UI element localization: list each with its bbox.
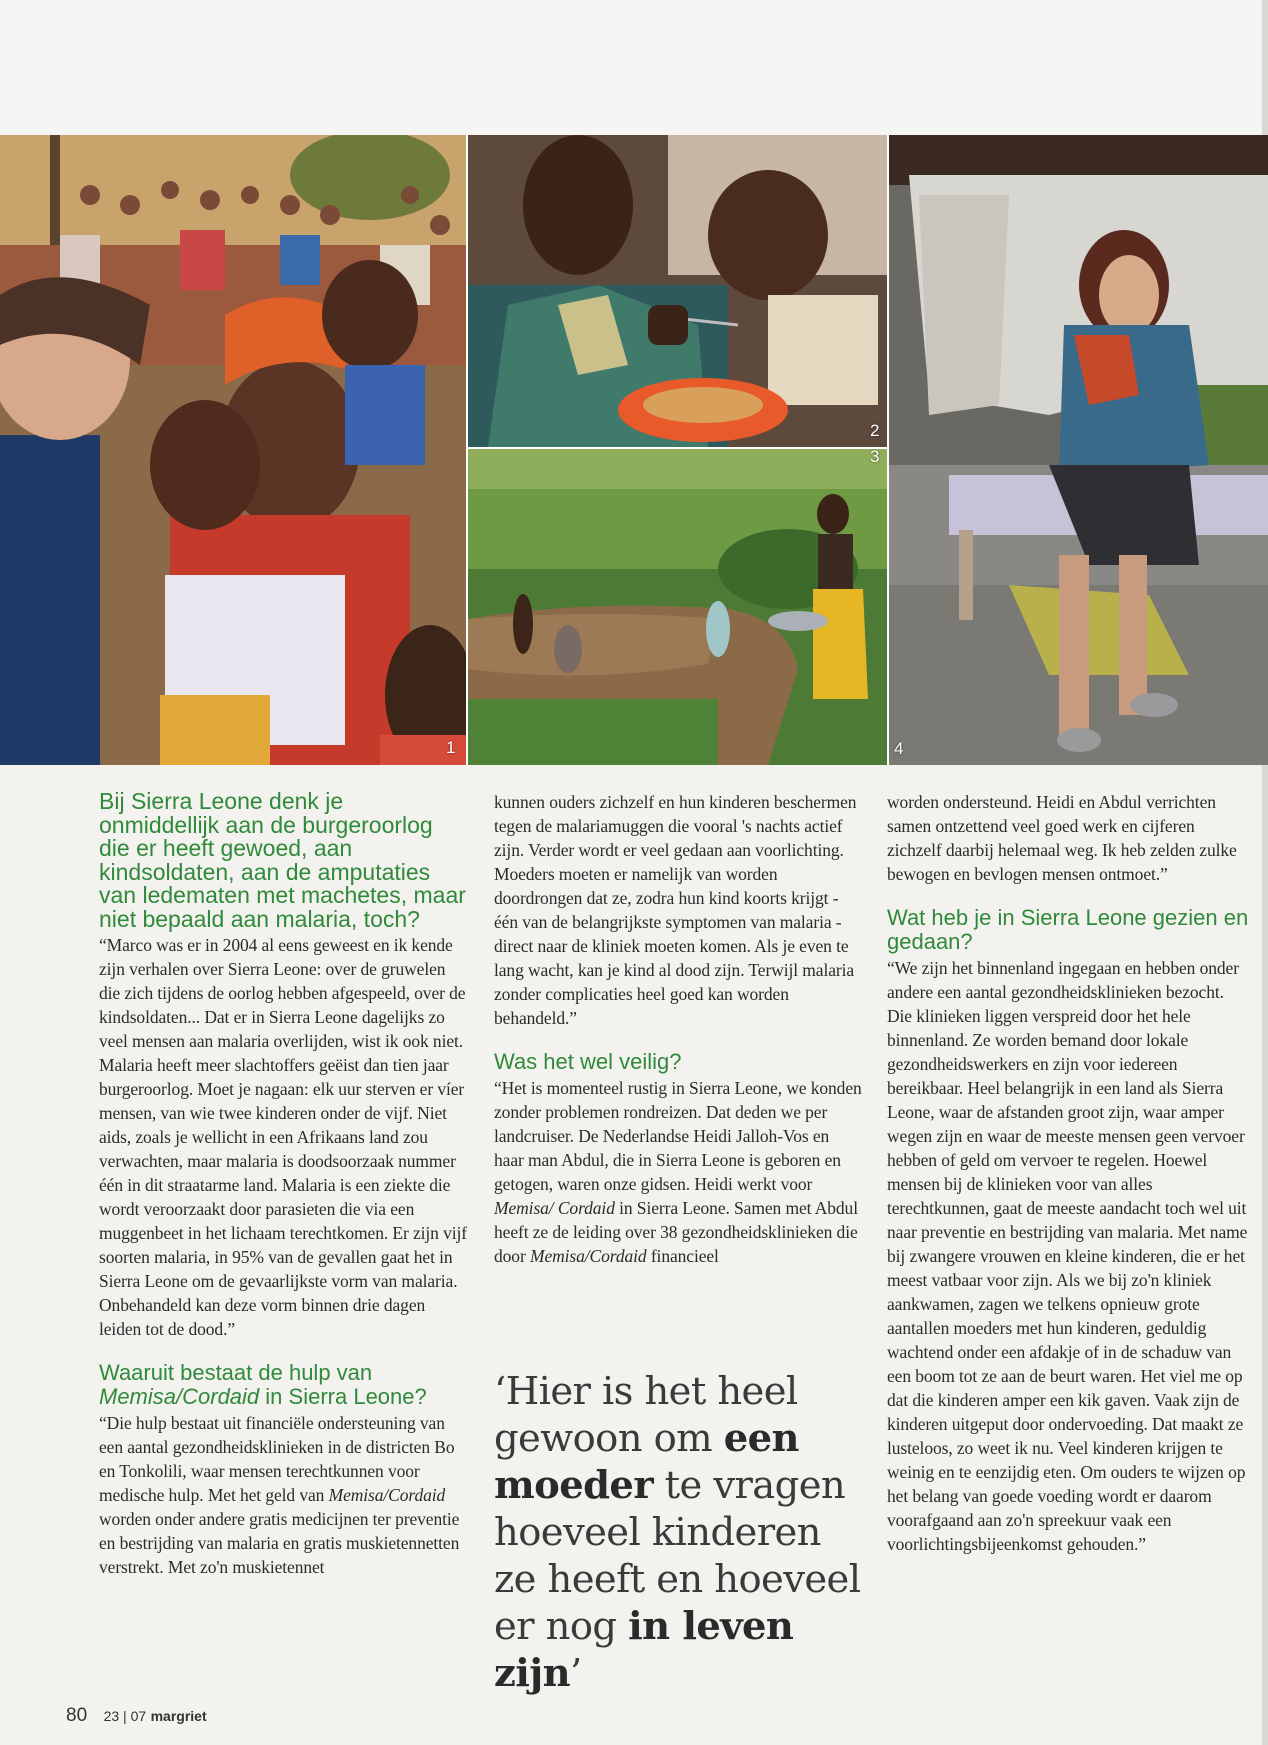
photo-number: 2 xyxy=(870,421,880,440)
photo-3-stream xyxy=(468,449,887,765)
text-run: worden onder andere gratis medicijnen ter preventie en bestrijding van malaria en gratis muskietennetten verstrekt. Met zo'n muskietennet xyxy=(99,1509,460,1577)
heading-part: in Sierra Leone? xyxy=(265,1384,427,1409)
help-paragraph xyxy=(99,1411,469,1579)
text-run-italic: Memisa/ Cordaid xyxy=(494,1198,615,1218)
heading-part: Waaruit bestaat de hulp van xyxy=(99,1360,373,1385)
text-run: in Sierra Leone. Samen met Abdul heeft ze de leiding over 38 gezondheidsklinieken die door xyxy=(494,1198,858,1266)
quote-bold: een moeder xyxy=(494,1416,799,1508)
safety-paragraph xyxy=(494,1076,862,1268)
article-column-3 xyxy=(887,790,1249,1556)
continued-paragraph: kunnen ouders zichzelf en hun kinderen beschermen tegen de malariamuggen die vooral 's nachts actief zijn. Verder wordt er veel gedaan aan voorlichting. Moeders moeten er namelijk van worden doordrongen dat ze, zodra hun kind koorts krijgt - één van de belangrijkste symptomen van malaria - direct naar de kliniek moeten komen. Als je even te lang wacht, kan je kind al dood zijn. Terwijl malaria zonder complicaties heel goed kan worden behandeld.” xyxy=(494,792,857,1028)
photo-4-woman-bed xyxy=(889,135,1268,765)
continued-paragraph: worden ondersteund. Heidi en Abdul verrichten samen ontzettend veel goed werk en cijferen zichzelf daarbij helemaal weg. Ik heb zelden zulke bewogen en bevlogen mensen ontmoet.” xyxy=(887,792,1237,884)
photo-number: 1 xyxy=(446,738,456,757)
photo-number: 3 xyxy=(870,449,880,466)
page-number: 80 xyxy=(66,1705,88,1726)
page-footer xyxy=(66,1705,207,1727)
quote-bold: in leven zijn xyxy=(494,1604,794,1696)
photo-number: 4 xyxy=(894,739,904,758)
section-heading-seen: Wat heb je in Sierra Leone gezien en gedaan? xyxy=(887,905,1249,954)
photo-2-feeding xyxy=(468,135,887,447)
intro-heading: Bij Sierra Leone denk je onmiddellijk aan de burgeroorlog die er heeft gewoed, aan kindsoldaten, aan de amputaties van ledematen met machetes, maar niet bepaald aan malaria, toch? xyxy=(99,788,466,932)
intro-paragraph: “Marco was er in 2004 al eens geweest en ik kende zijn verhalen over Sierra Leone: over de gruwelen die zich tijdens de oorlog hebben afgespeeld, over de kindsoldaten... Dat er in Sierra Leone dagelijks zo veel mensen aan malaria overlijden, wist ik ook niet. Malaria heeft meer slachtoffers geëist dan tien jaar burgeroorlog. Moet je nagaan: elk uur sterven er víer mensen, van wie twee kinderen onder de vijf. Niet aids, zoals je wellicht in een Afrikaans land zou verwachten, maar malaria is doodsoorzaak nummer één in dit straatarme land. Malaria is een ziekte die wordt veroorzaakt door parasieten die via een muggenbeet in het lichaam terechtkomen. Er zijn vijf soorten malaria, in 95% van de gevallen gaat het in Sierra Leone om de gevaarlijkste vorm van malaria. Onbehandeld kan deze vorm binnen drie dagen leiden tot de dood.” xyxy=(99,935,467,1339)
section-heading-help xyxy=(99,1361,469,1409)
issue-number: 23 | 07 xyxy=(103,1708,147,1724)
quote-text: ‘Hier is het heel gewoon om xyxy=(494,1369,798,1461)
photo-1-crowd xyxy=(0,135,466,765)
text-run: “Het is momenteel rustig in Sierra Leone, we konden zonder problemen rondreizen. Dat deden we per landcruiser. De Nederlandse Heidi Jalloh-Vos en haar man Abdul, die in Sierra Leone is geboren en getogen, waren onze gidsen. Heidi werkt voor xyxy=(494,1078,862,1194)
text-run-italic: Memisa/Cordaid xyxy=(328,1485,446,1505)
article-column-2 xyxy=(494,790,862,1268)
quote-text: te vragen hoeveel kinderen ze heeft en hoeveel er nog xyxy=(494,1463,861,1649)
magazine-brand: margriet xyxy=(150,1708,207,1724)
text-run: “Die hulp bestaat uit financiële ondersteuning van een aantal gezondheidsklinieken in de districten Bo en Tonkolili, waar mensen terechtkunnen voor medische hulp. Met het geld van xyxy=(99,1413,455,1505)
article-column-1 xyxy=(99,790,469,1579)
pull-quote xyxy=(494,1368,874,1697)
seen-paragraph: “We zijn het binnenland ingegaan en hebben onder andere een aantal gezondheidsklinieken bezocht. Die klinieken liggen verspreid door het hele binnenland. Ze worden bemand door lokale gezondheidswerkers en zijn voor iedereen bereikbaar. Heel belangrijk in een land als Sierra Leone, waar de afstanden groot zijn, waar amper wegen zijn en waar de meeste mensen geen vervoer hebben of geld om vervoer te regelen. Hoewel mensen bij de klinieken voor van alles terechtkunnen, gaat de meeste aandacht toch wel uit naar preventie en bestrijding van malaria. Met name bij zwangere vrouwen en kleine kinderen, die er het meest vatbaar voor zijn. Als we bij zo'n kliniek aankwamen, zagen we telkens opnieuw grote aantallen moeders met hun kinderen, geduldig wachtend onder een afdakje of in de schaduw van een boom tot ze aan de beurt waren. Het viel me op dat die kinderen amper een kik gaven. Vaak zijn de kinderen uitgeput door ondervoeding. Dat maakt ze lusteloos, zo weet ik nu. Veel kinderen krijgen te weinig en te eenzijdig eten. Om ouders te wijzen op het belang van goede voeding wordt er daarom voorafgaand aan zo'n spreekuur vaak een voorlichtingsbijeenkomst gehouden.” xyxy=(887,958,1248,1554)
heading-part-italic: Memisa/Cordaid xyxy=(99,1384,260,1409)
page-top-margin xyxy=(0,0,1268,135)
text-run-italic: Memisa/Cordaid xyxy=(529,1246,647,1266)
text-run: financieel xyxy=(650,1246,719,1266)
section-heading-safety: Was het wel veilig? xyxy=(494,1049,682,1074)
quote-close: ’ xyxy=(570,1651,582,1696)
photo-strip xyxy=(0,135,1268,765)
